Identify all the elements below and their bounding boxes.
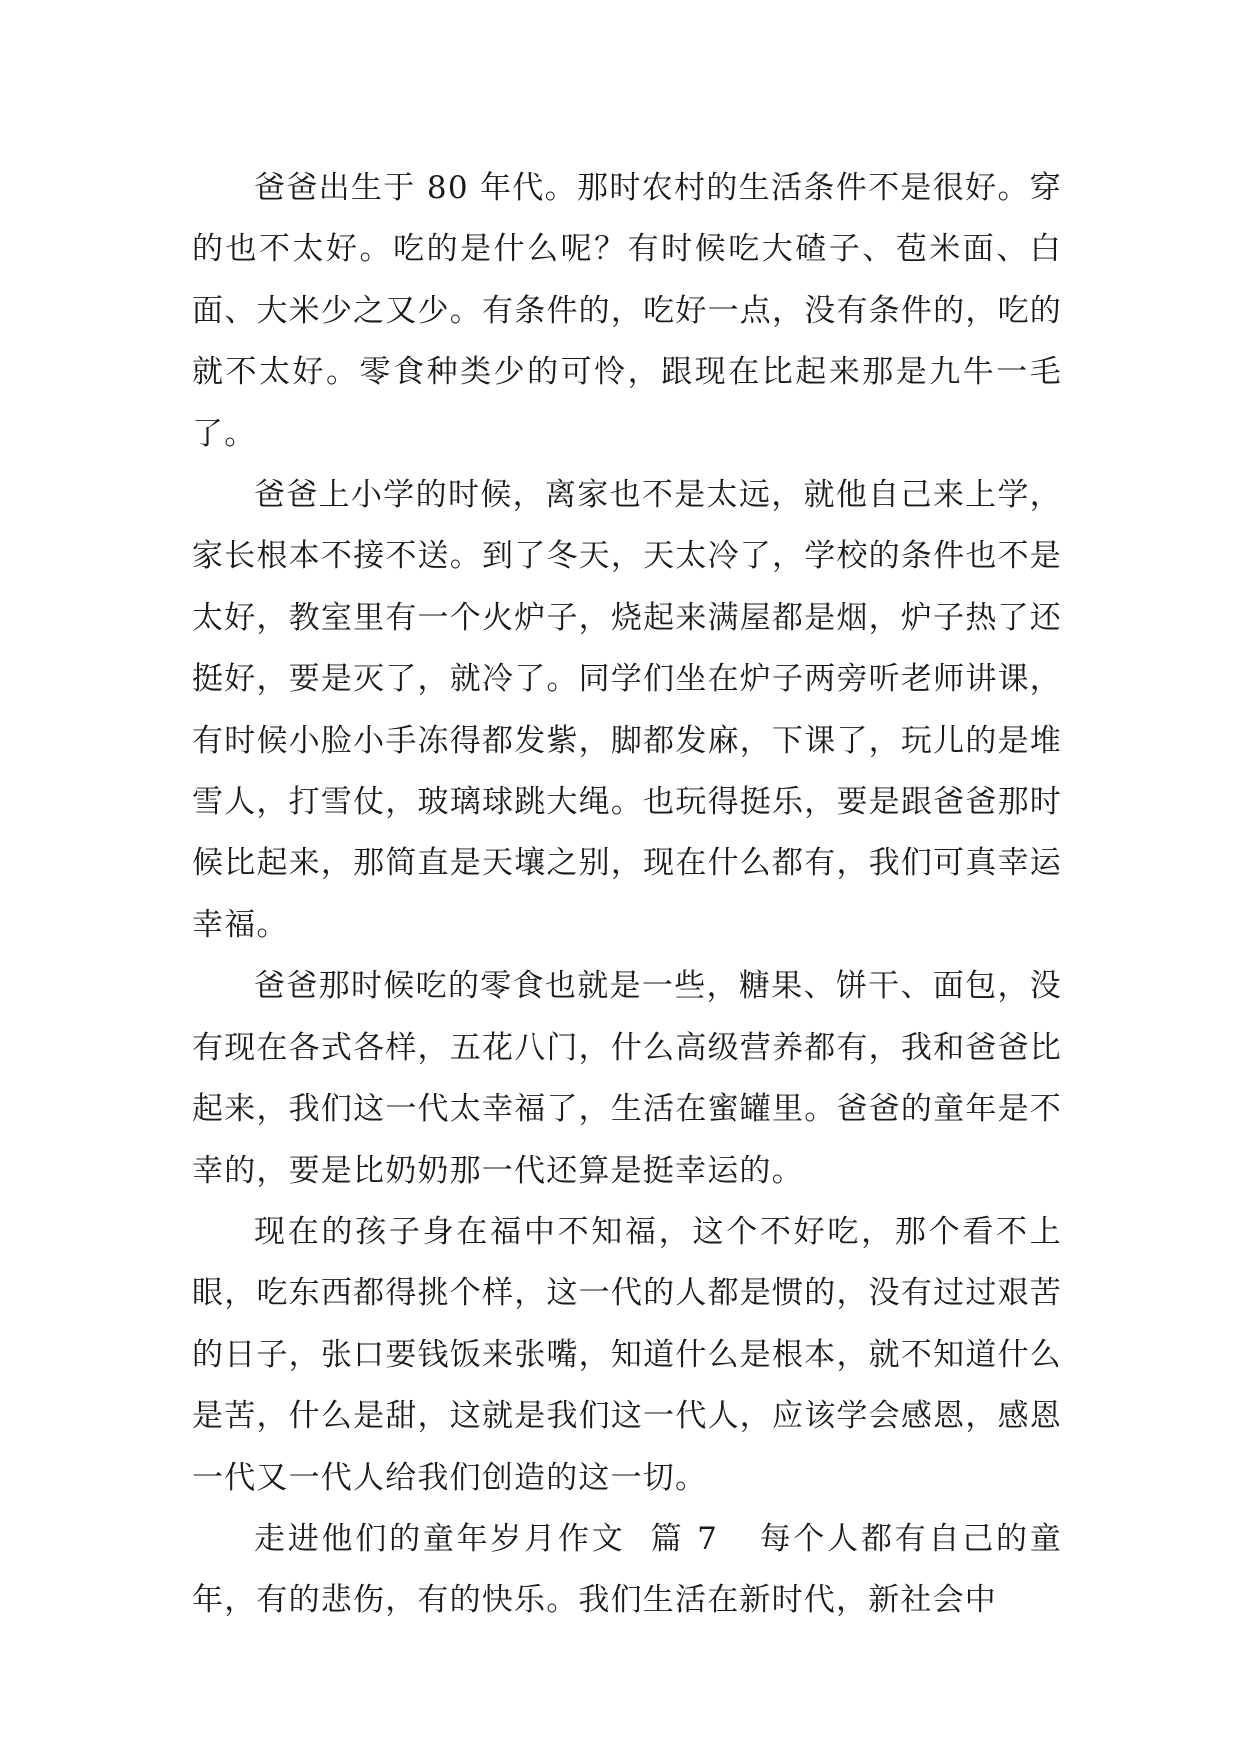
paragraph-3: 爸爸那时候吃的零食也就是一些，糖果、饼干、面包，没有现在各式各样，五花八门，什么高级营养都有，我和爸爸比起来，我们这一代太幸福了，生活在蜜罐里。爸爸的童年是不幸的，要是比奶奶那一代还算是挺幸运的。 [192,968,1062,1189]
paragraph-4: 现在的孩子身在福中不知福，这个不好吃，那个看不上眼，吃东西都得挑个样，这一代的人都是惯的，没有过过艰苦的日子，张口要钱饭来张嘴，知道什么是根本，就不知道什么是苦，什么是甜，这就是我们这一代人，应该学会感恩，感恩一代又一代人给我们创造的这一切。 [192,1213,1062,1496]
paragraph-2: 爸爸上小学的时候，离家也不是太远，就他自己来上学，家长根本不接不送。到了冬天，天太冷了，学校的条件也不是太好，教室里有一个火炉子，烧起来满屋都是烟，炉子热了还挺好，要是灭了，就冷了。同学们坐在炉子两旁听老师讲课，有时候小脸小手冻得都发紫，脚都发麻，下课了，玩儿的是堆雪人，打雪仗，玻璃球跳大绳。也玩得挺乐，要是跟爸爸那时候比起来，那简直是天壤之别，现在什么都有，我们可真幸运幸福。 [192,477,1062,943]
paragraph-5 [192,1509,1062,1632]
paragraph-1: 爸爸出生于 80 年代。那时农村的生活条件不是很好。穿的也不太好。吃的是什么呢？有时候吃大碴子、苞米面、白面、大米少之又少。有条件的，吃好一点，没有条件的，吃的就不太好。零食种类少的可怜，跟现在比起来那是九牛一毛了。 [192,170,1062,452]
section-heading: 走进他们的童年岁月作文 篇 7 [254,1520,719,1557]
essay-body [192,158,1062,1632]
section-text: 每个人都有自己的童年，有的悲伤，有的快乐。我们生活在新时代，新社会中 [192,1520,1063,1619]
